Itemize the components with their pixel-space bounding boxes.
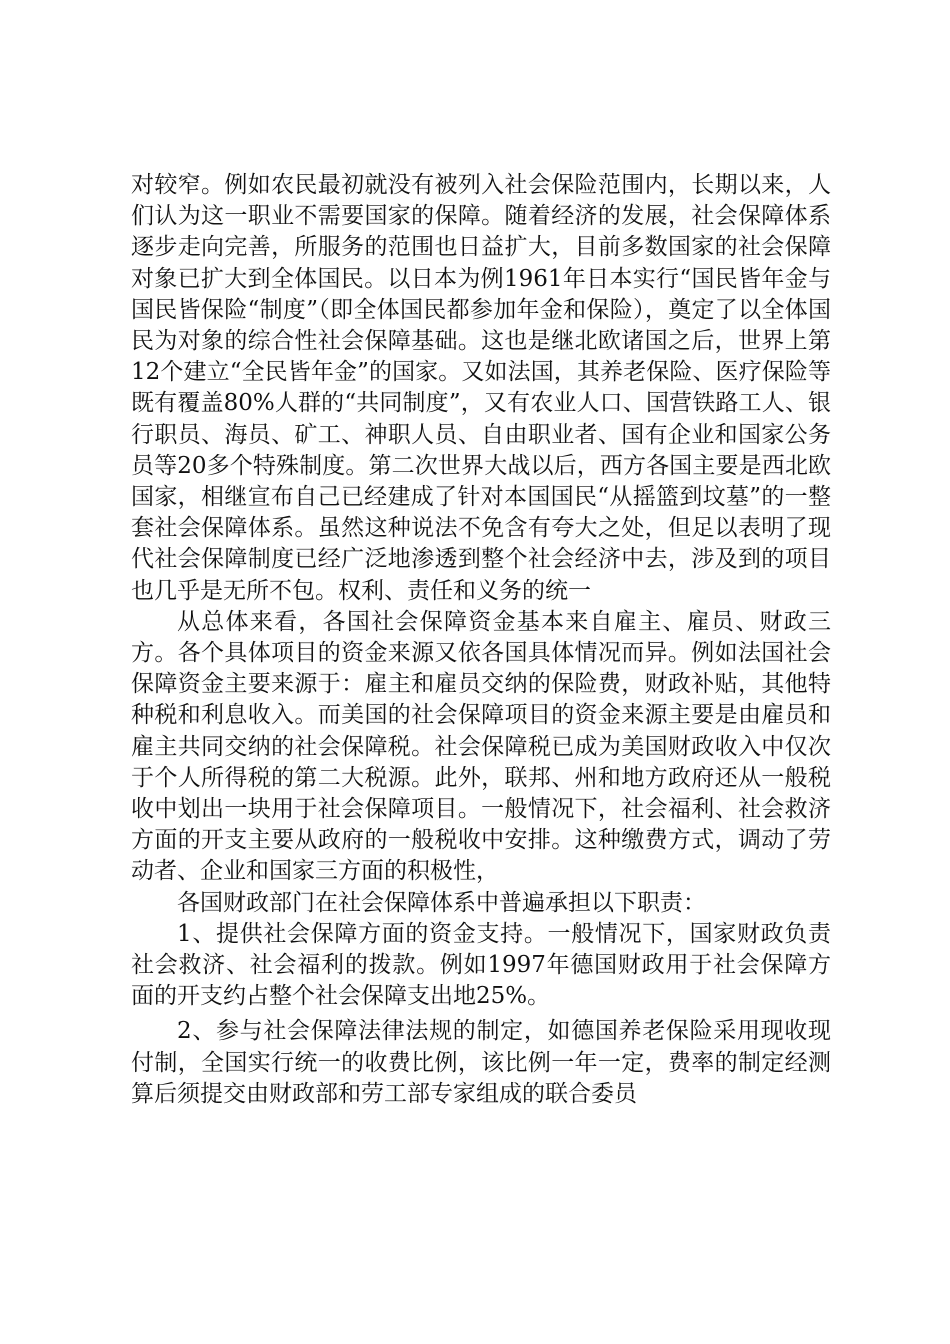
paragraph-funding-sources: 从总体来看，各国社会保障资金基本来自雇主、雇员、财政三方。各个具体项目的资金来源又依各国具体情况而异。例如法国社会保障资金主要来源于：雇主和雇员交纳的保险费，财政补贴，其他特种税和利息收入。而美国的社会保障项目的资金来源主要是由雇员和雇主共同交纳的社会保障税。社会保障税已成为美国财政收入中仅次于个人所得税的第二大税源。此外，联邦、州和地方政府还从一般税收中划出一块用于社会保障项目。一般情况下，社会福利、社会救济方面的开支主要从政府的一般税收中安排。这种缴费方式，调动了劳动者、企业和国家三方面的积极性，	[131, 608, 831, 885]
paragraph-duty-funding: 1、提供社会保障方面的资金支持。一般情况下，国家财政负责社会救济、社会福利的拨款。例如1997年德国财政用于社会保障方面的开支约占整个社会保障支出地25%。	[131, 920, 831, 1010]
paragraph-social-coverage: 对较窄。例如农民最初就没有被列入社会保险范围内，长期以来，人们认为这一职业不需要国家的保障。随着经济的发展，社会保障体系逐步走向完善，所服务的范围也日益扩大，目前多数国家的社会保障对象已扩大到全体国民。以日本为例1961年日本实行“国民皆年金与国民皆保险“制度”（即全体国民都参加年金和保险），奠定了以全体国民为对象的综合性社会保障基础。这也是继北欧诸国之后，世界上第12个建立“全民皆年金”的国家。又如法国，其养老保险、医疗保险等既有覆盖80%人群的“共同制度”，又有农业人口、国营铁路工人、银行职员、海员、矿工、神职人员、自由职业者、国有企业和国家公务员等20多个特殊制度。第二次世界大战以后，西方各国主要是西北欧国家，相继宣布自己已经建成了针对本国国民“从摇篮到坟墓”的一整套社会保障体系。虽然这种说法不免含有夸大之处，但足以表明了现代社会保障制度已经广泛地渗透到整个社会经济中去，涉及到的项目也几乎是无所不包。权利、责任和义务的统一	[131, 172, 831, 604]
paragraph-finance-duties: 各国财政部门在社会保障体系中普遍承担以下职责：	[177, 889, 706, 916]
body-text	[131, 170, 831, 1110]
paragraph-duty-legislation: 2、参与社会保障法律法规的制定，如德国养老保险采用现收现付制，全国实行统一的收费比例，该比例一年一定，费率的制定经测算后须提交由财政部和劳工部专家组成的联合委员	[131, 1018, 831, 1107]
